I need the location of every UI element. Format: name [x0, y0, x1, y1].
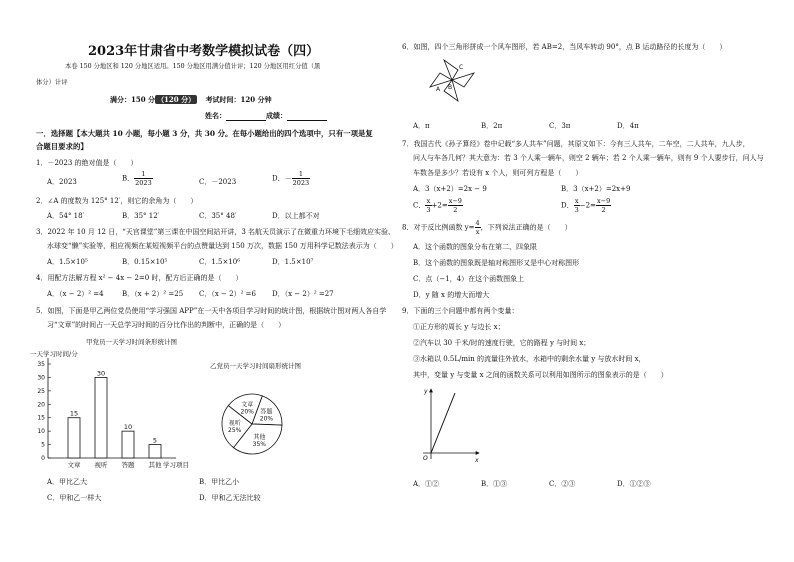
pie-chart-slice-pct: 35% — [252, 440, 267, 448]
q9-option-c[interactable]: C．②③ — [549, 480, 576, 488]
q6-option-a[interactable]: A．π — [413, 122, 430, 130]
bar-chart-ytick-label: 0 — [41, 455, 45, 462]
bar-chart-ytick-label: 5 — [41, 441, 45, 449]
q7-option-d[interactable] — [561, 197, 611, 214]
q2-option-d[interactable]: D．以上都不对 — [272, 212, 320, 220]
section-heading-1: 一．选择题【本大题共 10 小题，每小题 3 分，共 30 分。在每小题给出的四个选项中，只有一项是复 — [36, 129, 373, 138]
q8-stem-post: ，下列说法正确的是（ ） — [480, 223, 572, 232]
q4-option-c[interactable]: C．（x − 2）² =6 — [199, 290, 256, 298]
q7-c-prefix: C． — [413, 201, 426, 210]
q5-option-d[interactable]: D．甲和乙无法比较 — [199, 494, 261, 502]
pie-chart-title: 乙党员一天学习时间扇形统计图 — [210, 362, 301, 370]
q8-den: x — [475, 228, 480, 236]
bar-chart-ytick-label: 20 — [37, 401, 45, 409]
q5-option-b[interactable]: B．甲比乙小 — [199, 478, 240, 486]
graph-x-label: x — [475, 457, 479, 464]
q7-d-d1: 3 — [574, 206, 579, 214]
note-line-2: 体分）计评 — [36, 79, 68, 86]
q1-d-fraction — [292, 170, 311, 187]
score-info — [110, 95, 272, 105]
q1-b-fraction — [134, 170, 153, 187]
q1-d-den: 2023 — [292, 179, 310, 187]
q7-c-n1: x — [426, 197, 431, 205]
q2-option-b[interactable]: B．35° 12′ — [122, 212, 160, 220]
pie-chart-slice-label: 文章 — [241, 401, 254, 409]
name-field[interactable] — [226, 113, 266, 121]
bar-chart — [26, 336, 216, 474]
q9-item-1: ①正方形的周长 y 与边长 x； — [413, 323, 505, 331]
q1-d-num: 1 — [292, 170, 311, 179]
page-title: 2023年甘肃省中考数学模拟试卷（四） — [88, 44, 320, 59]
label-a: A — [436, 86, 441, 93]
function-graph — [405, 383, 485, 465]
q3-option-a[interactable]: A．1.5×10⁵ — [47, 258, 88, 266]
q8-option-a[interactable]: A．这个函数的图象分布在第二、四象限 — [413, 243, 538, 251]
graph-line — [431, 393, 455, 453]
q8-stem-pre: 8．对于反比例函数 y= — [402, 223, 475, 232]
pie-chart-slice-label: 视听 — [228, 420, 241, 428]
name-label: 姓名： — [205, 111, 226, 120]
label-c: C — [459, 64, 464, 71]
bar-chart-ytick-label: 30 — [37, 374, 45, 382]
score-label: 满分：150 分 — [110, 95, 156, 104]
q1-b-prefix: B． — [122, 174, 135, 183]
q7-stem-1: 7．我国古代《孙子算经》卷中记载“多人共车”问题，其原文如下：今有三人共车，二车空，二人共车，九人步， — [402, 140, 750, 148]
q7-option-c[interactable] — [413, 197, 463, 214]
graph-origin-label: O — [423, 455, 428, 462]
bar-chart-xlabel: 学习项目 — [163, 461, 189, 469]
q7-d-d2: 2 — [601, 206, 606, 214]
bar-chart-value-label: 30 — [96, 369, 106, 378]
bar-chart-ytick-label: 15 — [37, 414, 45, 422]
q3-option-c[interactable]: C．1.5×10⁶ — [199, 258, 241, 266]
q9-option-a[interactable]: A．①② — [413, 480, 440, 488]
q7-stem-3: 车数各是多少？若设有 x 个人，则可列方程是（ ） — [413, 169, 583, 177]
q3-stem-1: 3．2022 年 10 月 12 日，“天宫课堂”第三课在中国空间站开讲，3 名航天员演示了在微重力环境下毛细效应实验、 — [36, 228, 396, 236]
grade-field[interactable] — [287, 113, 327, 121]
q9-item-2: ②汽车以 30 千米/时的速度行驶，它的路程 y 与时间 x； — [413, 339, 591, 347]
windmill-figure — [422, 55, 482, 105]
q1-option-a[interactable]: A．2023 — [47, 178, 77, 186]
q1-d-prefix: D．－ — [272, 174, 292, 183]
q9-item-4: 其中，变量 y 与变量 x 之间的函数关系可以利用如图所示的图象表示的是（ ） — [413, 371, 668, 379]
q5-stem-2: 习“文章”的时间占一天总学习时间的百分比作出的判断中，正确的是（ ） — [47, 321, 286, 329]
q2-option-a[interactable]: A．54° 18′ — [47, 212, 85, 220]
bar-chart-ylabel: 一天学习时间/分 — [30, 350, 78, 358]
q7-d-frac-2 — [596, 197, 611, 214]
q1-option-b[interactable] — [122, 170, 153, 187]
bar-chart-value-label: 5 — [152, 436, 158, 445]
bar-chart-value-label: 15 — [69, 409, 79, 418]
q1-b-num: 1 — [134, 170, 153, 179]
bar-chart-bar — [68, 418, 80, 458]
q7-c-mid: +2= — [431, 201, 448, 210]
q4-option-d[interactable]: D．（x − 2）² =27 — [272, 290, 334, 298]
time-label: 考试时间：120 分钟 — [205, 95, 272, 104]
q7-d-n1: x — [574, 197, 579, 205]
bar-chart-value-label: 10 — [123, 423, 133, 432]
q8-stem — [402, 219, 572, 236]
q7-c-frac-2 — [448, 197, 463, 214]
q7-d-mid: −2= — [579, 201, 596, 210]
grade-label: 成绩： — [266, 111, 287, 120]
q6-option-d[interactable]: D．4π — [617, 122, 639, 130]
bar-chart-bar — [149, 445, 161, 458]
pie-chart-slice-label: 答题 — [260, 408, 273, 416]
q7-d-n2: x−9 — [596, 197, 611, 205]
section-heading-2: 合题目要求的】 — [36, 142, 88, 151]
bar-chart-category-label: 答题 — [121, 461, 135, 469]
q4-option-a[interactable]: A．（x − 2）² =4 — [47, 290, 104, 298]
score-alt-badge: （120 分） — [157, 95, 196, 104]
q1-stem: 1．－2023 的绝对值是（ ） — [36, 159, 138, 167]
pie-chart-slice-pct: 25% — [228, 427, 242, 435]
q1-option-c[interactable]: C．－2023 — [199, 178, 237, 186]
q2-option-c[interactable]: C．35° 48′ — [199, 212, 237, 220]
q7-c-d1: 3 — [426, 206, 431, 214]
q8-option-c[interactable]: C．点（−1，4）在这个函数图象上 — [413, 275, 525, 283]
q7-option-a[interactable]: A．3（x+2）=2x − 9 — [413, 185, 487, 193]
q1-b-den: 2023 — [135, 179, 152, 187]
q7-option-b[interactable]: B．3（x+2）=2x+9 — [561, 185, 631, 193]
graph-y-label: y — [424, 388, 428, 395]
bar-chart-title: 甲党员一天学习时间条形统计图 — [86, 338, 177, 346]
bar-chart-category-label: 文章 — [67, 461, 81, 469]
pie-chart-slice-label: 其他 — [253, 433, 266, 441]
bar-chart-bar — [122, 431, 134, 458]
q5-option-a[interactable]: A．甲比乙大 — [47, 478, 88, 486]
bar-chart-bar — [95, 377, 107, 458]
q9-item-3: ③水箱以 0.5L/min 的流量往外放水，水箱中的剩余水量 y 与放水时间 x， — [413, 355, 646, 363]
q4-option-b[interactable]: B．（x + 2）² =25 — [122, 290, 184, 298]
pie-chart-slice-pct: 20% — [259, 415, 274, 423]
bar-chart-category-label: 视听 — [94, 461, 108, 469]
q8-option-d[interactable]: D．y 随 x 的增大而增大 — [413, 291, 490, 299]
note-line-1: 本卷 150 分地区和 120 分地区适用。150 分地区用满分值计评；120 分地区用红分值（黑 — [65, 63, 321, 70]
bar-chart-category-label: 其他 — [148, 461, 162, 469]
q1-option-d[interactable] — [272, 170, 310, 187]
q8-num: 4 — [475, 219, 480, 227]
q6-stem: 6．如图，四个三角形拼成一个风车图形，若 AB=2，当风车转动 90°，点 B 运动路径的长度为（ ） — [402, 43, 727, 51]
name-grade-row — [205, 111, 327, 121]
q2-stem: 2．∠A 的度数为 125° 12′，则它的余角为（ ） — [36, 197, 198, 205]
label-b: B — [448, 84, 453, 91]
bar-chart-ytick-label: 35 — [37, 361, 45, 368]
bar-chart-ytick-label: 25 — [37, 387, 45, 395]
q3-option-b[interactable]: B．0.15×10⁵ — [122, 258, 168, 266]
bar-chart-ytick-label: 10 — [37, 428, 45, 436]
q8-option-b[interactable]: B．这个函数的图象既是轴对称图形又是中心对称图形 — [413, 259, 580, 267]
q3-stem-2: 水球变“懒”实验等，相应视频在某短视频平台的点赞量达到 150 万次，数据 150 万用科学记数法表示为（ ） — [47, 242, 398, 250]
q4-stem: 4．用配方法解方程 x² − 4x − 2=0 时，配方后正确的是（ ） — [36, 274, 243, 282]
pie-chart-slice-pct: 20% — [240, 408, 254, 416]
q7-stem-2: 问人与车各几何？其大意为：若 3 个人乘一辆车，则空 2 辆车；若 2 个人乘一辆车，则有 9 个人要步行，问人与 — [413, 154, 764, 162]
q7-c-n2: x−9 — [448, 197, 462, 205]
q7-d-prefix: D． — [561, 201, 574, 210]
q9-stem: 9．下面的三个问题中都有两个变量： — [402, 307, 519, 315]
q5-option-c[interactable]: C．甲和乙一样大 — [47, 494, 102, 502]
q7-c-d2: 2 — [453, 206, 458, 214]
q6-option-c[interactable]: C．3π — [549, 122, 571, 130]
q6-option-b[interactable]: B．2π — [481, 122, 503, 130]
pie-chart — [200, 360, 330, 475]
q9-option-b[interactable]: B．①③ — [481, 480, 508, 488]
q5-stem-1: 5．如图，下面是甲乙两位党员使用“学习强国 APP”在一天中各项目学习时间的统计图，根据统计图对两人各自学 — [36, 307, 387, 315]
q9-option-d[interactable]: D．①②③ — [617, 480, 651, 488]
q3-option-d[interactable]: D．1.5×10⁷ — [272, 258, 314, 266]
